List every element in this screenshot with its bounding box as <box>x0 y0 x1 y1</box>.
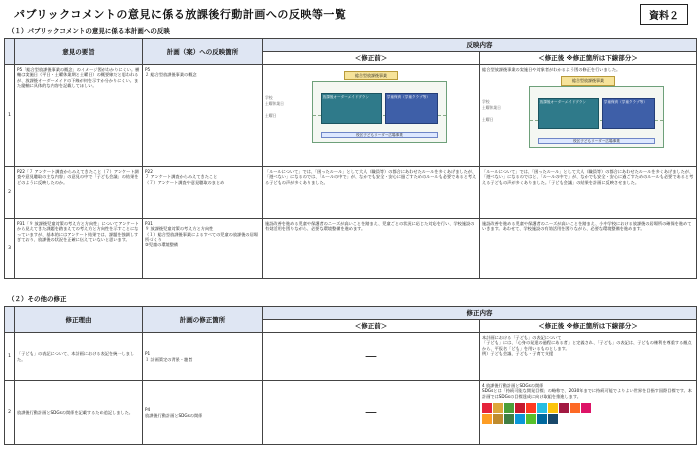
location-cell: P31 ９ 放課後児童対策の考え方と方向性 （１）総合型放課後事業によるすべての児童の放課後の居場所づくり ③児童の環境整備 <box>143 219 263 279</box>
sdg-goal-icon <box>559 403 569 413</box>
concept-figure-after <box>482 76 694 156</box>
figure-box-b-label: 学童保育（学童クラブ等） <box>603 100 647 105</box>
sdg-goal-icon <box>570 403 580 413</box>
num-header <box>5 39 15 65</box>
figure-heading: 総合型放課後事業 <box>561 76 615 85</box>
sdg-goal-icon <box>548 403 558 413</box>
num-header <box>5 307 15 333</box>
sdg-goal-icon <box>526 403 536 413</box>
figure-side-label: 学校 土曜休業日 土曜日 <box>265 95 284 119</box>
figure-box-b <box>385 93 438 124</box>
sdg-goal-icon <box>493 403 503 413</box>
before-cell: 施設改善を進める児童や保護者のニーズが高いことを踏まえ、児童ごとの状況に応じた対応を行い、学校施設の有効活用を図りながら、必要な環境整備を進めます。 <box>263 219 480 279</box>
row-number: 1 <box>5 65 15 167</box>
concept-figure-before <box>265 71 477 157</box>
sdg-goal-icon <box>537 403 547 413</box>
table-row <box>5 219 697 279</box>
row-number: 3 <box>5 219 15 279</box>
before-header: ＜修正前＞ <box>263 320 480 333</box>
figure-box-a-label: 放課後オーダーメイドプラン <box>322 94 369 99</box>
figure-footer-label: 校区子どもリーダー広場事業 <box>356 133 403 138</box>
figure-box-a-label: 放課後オーダーメイドプラン <box>539 100 586 105</box>
location-header: 計画の修正箇所 <box>143 307 263 333</box>
reason-cell: 放課後行動計画とSDGsの関係を記載するため追記しました。 <box>15 381 143 445</box>
row-number: 2 <box>5 381 15 445</box>
before-cell: — <box>263 333 480 381</box>
sdg-goal-icon <box>482 403 492 413</box>
table-row <box>5 167 697 219</box>
after-cell <box>480 381 697 445</box>
sdg-goal-icon <box>504 403 514 413</box>
summary-cell: P22「７ アンケート調査からみえてきたこと（７）アンケート調査や意見聴取の主な内容」の意見の中で「子ども会議」の結果をどのように反映したのか。 <box>15 167 143 219</box>
location-cell: P1 １ 計画策定の背景・趣旨 <box>143 333 263 381</box>
sdg-goal-icon <box>504 414 514 424</box>
sdg-goal-icon <box>548 414 558 424</box>
table-row <box>5 65 697 167</box>
after-text: 総合型放課後事業の実施日や対象者がわかるよう図の修正を行いました。 <box>482 67 621 72</box>
figure-footer-box <box>538 138 656 144</box>
location-header: 計画（案）への反映箇所 <box>143 39 263 65</box>
location-cell: P5 ２ 総合型放課後事業の概念 <box>143 65 263 167</box>
section-1-title: （１）パブリックコメントの意見に係る本計画への反映 <box>8 27 170 35</box>
after-cell: 「ルールについて」では、「困ったルール」として大人（職員等）の都合にあわせたルールを多くあげましたが、「遊べない」になるのではと、「ルールの中で」が、なかでも安全・安心に過ごすためのルールも必要であると考える子どもの声が多くありました。「子ども会議」の結果を計画に反映させました。 <box>480 167 697 219</box>
after-header: ＜修正後 ※修正箇所は下線部分＞ <box>480 320 697 333</box>
figure-frame <box>312 81 448 143</box>
figure-box-b <box>602 98 655 129</box>
figure-box-a <box>321 93 382 124</box>
location-cell: P22 ７ アンケート調査からみえてきたこと （７）アンケート調査や意見聴取のまとめ <box>143 167 263 219</box>
figure-footer-box <box>321 132 439 138</box>
figure-box-a <box>538 98 599 129</box>
after-figure-cell <box>480 65 697 167</box>
sdg-goal-icon <box>482 414 492 424</box>
sdg-goal-icon <box>581 403 591 413</box>
row-number: 1 <box>5 333 15 381</box>
sdg-goal-icon <box>515 414 525 424</box>
other-revisions-table <box>4 306 697 445</box>
figure-side-label: 学校 土曜休業日 土曜日 <box>482 98 501 122</box>
figure-box-b-label: 学童保育（学童クラブ等） <box>386 94 430 99</box>
content-header: 反映内容 <box>263 39 697 52</box>
after-cell: 施設改善を進める児童や保護者のニーズが高いことを踏まえ、小中学校における放課後の居場所の確保を進めていきます。あわせて、学校施設の有効活用を図りながら、必要な環境整備を進めます。 <box>480 219 697 279</box>
sdg-goal-icon <box>493 414 503 424</box>
reason-cell: 「子ども」の表記について、本計画における表記を統一しました。 <box>15 333 143 381</box>
row-number: 2 <box>5 167 15 219</box>
before-figure-cell <box>263 65 480 167</box>
table-row <box>5 333 697 381</box>
sdg-goal-icon <box>515 403 525 413</box>
content-header: 修正内容 <box>263 307 697 320</box>
sdg-goal-icon <box>526 414 536 424</box>
before-cell: 「ルールについて」では、「困ったルール」として大人（職員等）の都合にあわせたルールを多くあげましたが、「遊べない」になるのでは、「ルールの中で」が、なかでも安全・安心に過ごすためのルールも必要であると考える子どもの声が多くありました。 <box>263 167 480 219</box>
sdg-icon-grid <box>482 403 592 425</box>
after-text: 4 放課後行動計画とSDGsの関係 SDGsとは「持続可能な開発目標」の略称で、2030年までに持続可能でよりよい世界を目指す国際目標です。本計画ではSDGsの目標達成に向け取組を推進します。 <box>482 383 692 399</box>
after-header: ＜修正後 ※修正箇所は下線部分＞ <box>480 52 697 65</box>
before-header: ＜修正前＞ <box>263 52 480 65</box>
location-cell: P4 放課後行動計画とSDGsの関係 <box>143 381 263 445</box>
sdg-goal-icon <box>537 414 547 424</box>
after-cell: 本計画における「子ども」の表記について 「子ども」には、「心身の発達の過程にある者」と定義され、「子ども」の表記は、子どもの権利を尊重する観点から、平仮名「ども」を用いるものとします。 例）子ども会議、子ども・子育て支援 <box>480 333 697 381</box>
figure-footer-label: 校区子どもリーダー広場事業 <box>573 138 620 143</box>
reflection-table <box>4 38 697 279</box>
reason-header: 修正理由 <box>15 307 143 333</box>
table-row <box>5 381 697 445</box>
document-badge: 資料２ <box>640 4 688 25</box>
figure-frame <box>529 86 665 148</box>
summary-cell: P31「９ 放課後児童対策の考え方と方向性」についてアンケートから見えてきた課題を踏まえての考え方と方向性を示すことになっていますが、基本的にはアンケート結果では、課題を強調しすぎており、放課後の状況を正確に伝えていないと思います。 <box>15 219 143 279</box>
section-2-title: （２）その他の修正 <box>8 295 67 303</box>
figure-heading: 総合型放課後事業 <box>344 71 398 80</box>
summary-header: 意見の要旨 <box>15 39 143 65</box>
summary-cell: P5「総合型放課後事業の概念」のイメージ図がわかりにくい。横軸は実施日（平日・土曜休業期と土曜日）の概要線だと思われるが、放課後オーダーメイドの下線が何を示すか分かりにくい。また縦軸に具体的な内容を記載してほしい。 <box>15 65 143 167</box>
document-title: パブリックコメントの意見に係る放課後行動計画への反映等一覧 <box>14 8 347 21</box>
before-cell: — <box>263 381 480 445</box>
